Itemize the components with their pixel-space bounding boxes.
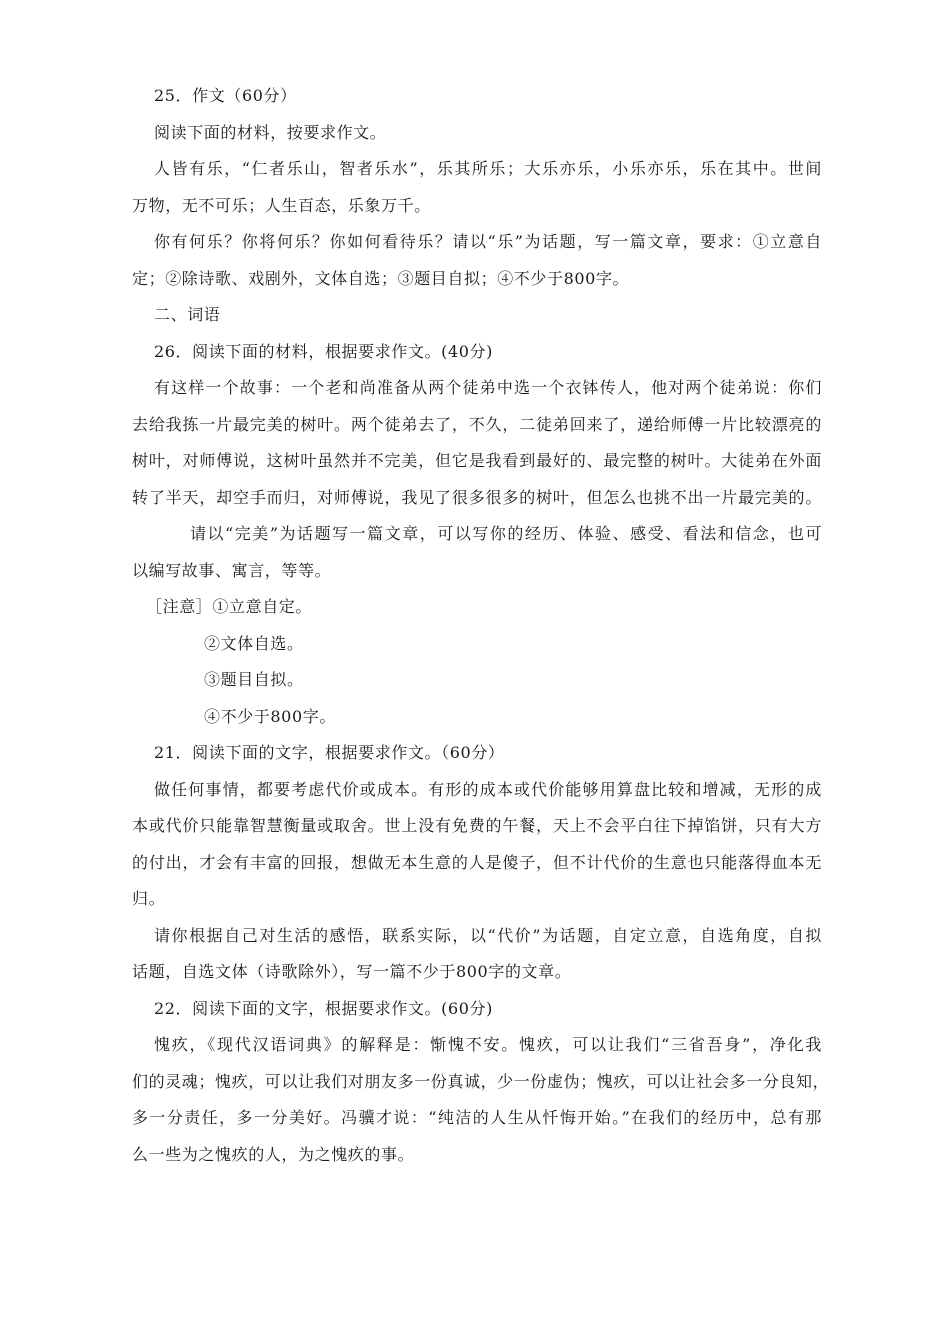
paragraph-line: 的付出，才会有丰富的回报，想做无本生意的人是傻子，但不计代价的生意也只能落得血本无 bbox=[132, 852, 822, 872]
question-22-heading: 22．阅读下面的文字，根据要求作文。(60分) bbox=[154, 998, 494, 1018]
question-26-heading: 26．阅读下面的材料，根据要求作文。(40分) bbox=[154, 341, 494, 361]
paragraph-line: 树叶，对师傅说，这树叶虽然并不完美，但它是我看到最好的、最完整的树叶。大徒弟在外面 bbox=[132, 451, 822, 470]
paragraph-line: 以编写故事、寓言，等等。 bbox=[132, 560, 332, 580]
paragraph-line: 话题，自选文体（诗歌除外），写一篇不少于800字的文章。 bbox=[132, 962, 572, 981]
paragraph-line: 么一些为之愧疚的人，为之愧疚的事。 bbox=[132, 1144, 415, 1164]
paragraph-line: 请以“完美”为话题写一篇文章，可以写你的经历、体验、感受、看法和信念，也可 bbox=[190, 524, 822, 543]
question-21-heading: 21．阅读下面的文字，根据要求作文。（60分） bbox=[154, 743, 505, 762]
paragraph-line: 去给我拣一片最完美的树叶。两个徒弟去了，不久，二徒弟回来了，递给师傅一片比较漂亮的 bbox=[132, 414, 822, 434]
paragraph-line: 们的灵魂；愧疚，可以让我们对朋友多一份真诚，少一份虚伪；愧疚，可以让社会多一分良知， bbox=[132, 1071, 830, 1091]
section-heading: 二、词语 bbox=[154, 305, 221, 324]
paragraph-line: 你有何乐？你将何乐？你如何看待乐？请以“乐”为话题，写一篇文章，要求：①立意自 bbox=[154, 232, 822, 251]
paragraph-line: 归。 bbox=[132, 889, 166, 908]
paragraph-line: 转了半天，却空手而归，对师傅说，我见了很多很多的树叶，但怎么也挑不出一片最完美的。 bbox=[132, 487, 822, 507]
note-line: ［注意］①立意自定。 bbox=[146, 597, 313, 616]
paragraph-line: 有这样一个故事：一个老和尚准备从两个徒弟中选一个衣钵传人，他对两个徒弟说：你们 bbox=[154, 378, 822, 397]
paragraph-line: 请你根据自己对生活的感悟，联系实际，以“代价”为话题，自定立意，自选角度，自拟 bbox=[154, 925, 822, 945]
paragraph-line: 人皆有乐，“仁者乐山，智者乐水”，乐其所乐；大乐亦乐，小乐亦乐，乐在其中。世间 bbox=[154, 159, 822, 178]
paragraph-line: 多一分责任，多一分美好。冯骥才说：“纯洁的人生从忏悔开始。”在我们的经历中，总有那 bbox=[132, 1108, 822, 1127]
paragraph-line: 本或代价只能靠智慧衡量或取舍。世上没有免费的午餐，天上不会平白往下掉馅饼，只有大方 bbox=[132, 816, 822, 835]
paragraph-line: 定；②除诗歌、戏剧外，文体自选；③题目自拟；④不少于800字。 bbox=[132, 268, 630, 288]
paragraph-line: 愧疚，《现代汉语词典》的解释是：惭愧不安。愧疚，可以让我们“三省吾身”，净化我 bbox=[154, 1035, 822, 1054]
note-line: ④不少于800字。 bbox=[204, 706, 336, 726]
paragraph-line: 做任何事情，都要考虑代价或成本。有形的成本或代价能够用算盘比较和增减，无形的成 bbox=[154, 779, 822, 799]
document-page bbox=[132, 78, 830, 1173]
question-25-heading: 25．作文（60分） bbox=[154, 86, 297, 105]
note-line: ②文体自选。 bbox=[204, 633, 304, 653]
note-line: ③题目自拟。 bbox=[204, 670, 304, 689]
instruction-line: 阅读下面的材料，按要求作文。 bbox=[154, 122, 387, 142]
paragraph-line: 万物，无不可乐；人生百态，乐象万千。 bbox=[132, 195, 431, 215]
